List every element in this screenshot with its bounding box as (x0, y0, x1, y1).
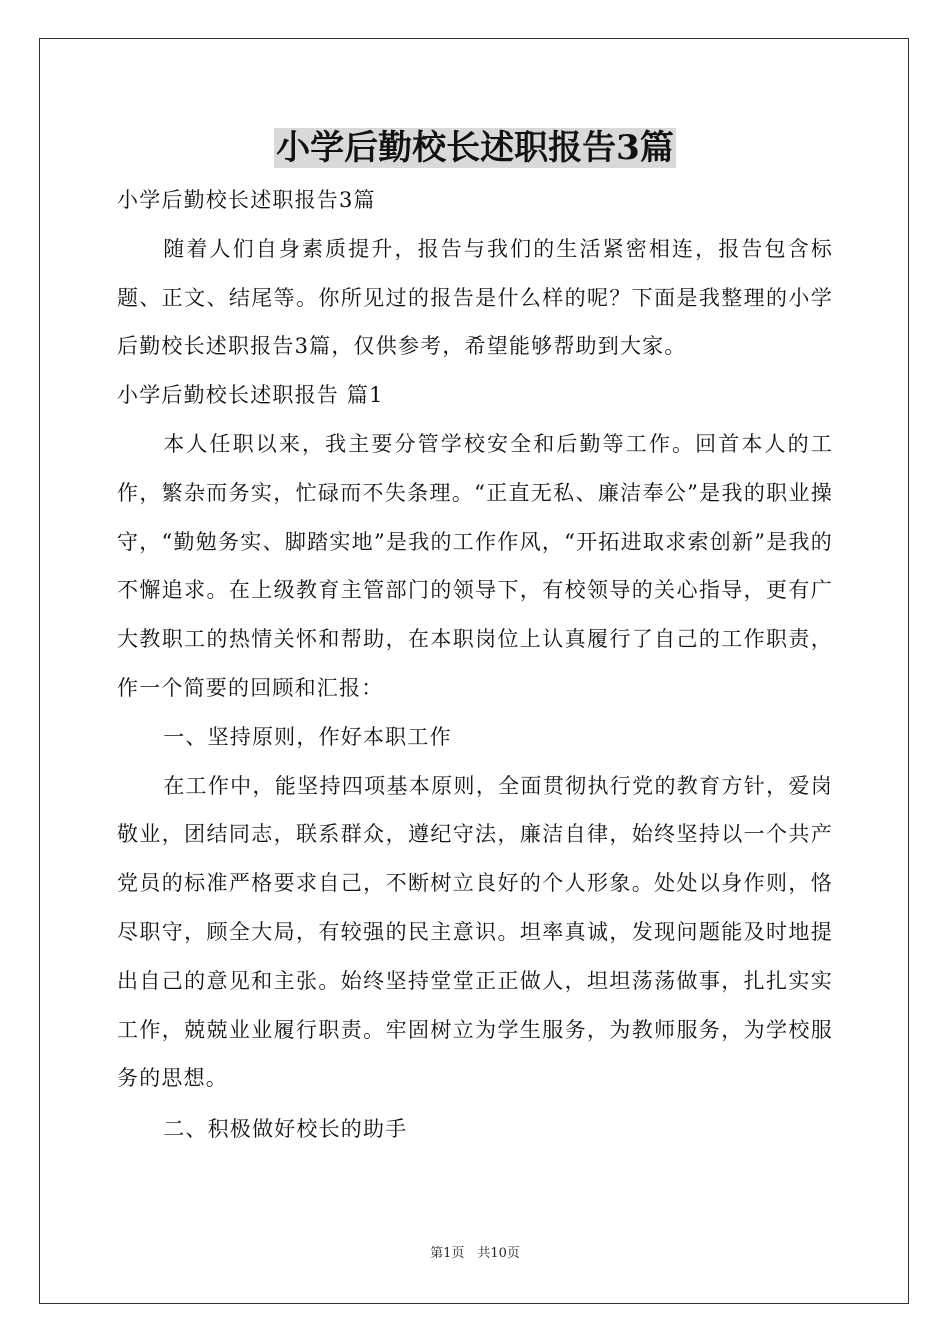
section-heading-2: 二、积极做好校长的助手 (163, 1117, 408, 1142)
subtitle-line: 小学后勤校长述职报告3篇 (117, 188, 376, 212)
section-heading-1: 一、坚持原则，作好本职工作 (163, 724, 452, 749)
intro-paragraph: 随着人们自身素质提升，报告与我们的生活紧密相连，报告包含标题、正文、结尾等。你所见过的报告是什么样的呢？下面是我整理的小学后勤校长述职报告3篇，仅供参考，希望能够帮助到大家。 (117, 236, 833, 359)
body-paragraph: 本人任职以来，我主要分管学校安全和后勤等工作。回首本人的工作，繁杂而务实，忙碌而不失条理。“正直无私、廉洁奉公”是我的职业操守，“勤勉务实、脚踏实地”是我的工作作风，“开拓进取求索创新”是我的不懈追求。在上级教育主管部门的领导下，有校领导的关心指导，更有广大教职工的热情关怀和帮助，在本职岗位上认真履行了自己的工作职责，作一个简要的回顾和汇报： (117, 431, 833, 700)
part-heading: 小学后勤校长述职报告 篇1 (117, 383, 384, 408)
document-title-text: 小学后勤校长述职报告3篇 (276, 128, 674, 168)
page-number: 第1页 共10页 (430, 1246, 520, 1261)
body-paragraph: 在工作中，能坚持四项基本原则，全面贯彻执行党的教育方针，爱岗敬业，团结同志，联系群众，遵纪守法，廉洁自律，始终坚持以一个共产党员的标准严格要求自己，不断树立良好的个人形象。处处以身作则，恪尽职守，顾全大局，有较强的民主意识。坦率真诚，发现问题能及时地提出自己的意见和主张。始终坚持堂堂正正做人，坦坦荡荡做事，扎扎实实工作，兢兢业业履行职责。牢固树立为学生服务，为教师服务，为学校服务的思想。 (117, 773, 833, 1091)
document-title (0, 124, 950, 172)
document-body (117, 176, 833, 1154)
